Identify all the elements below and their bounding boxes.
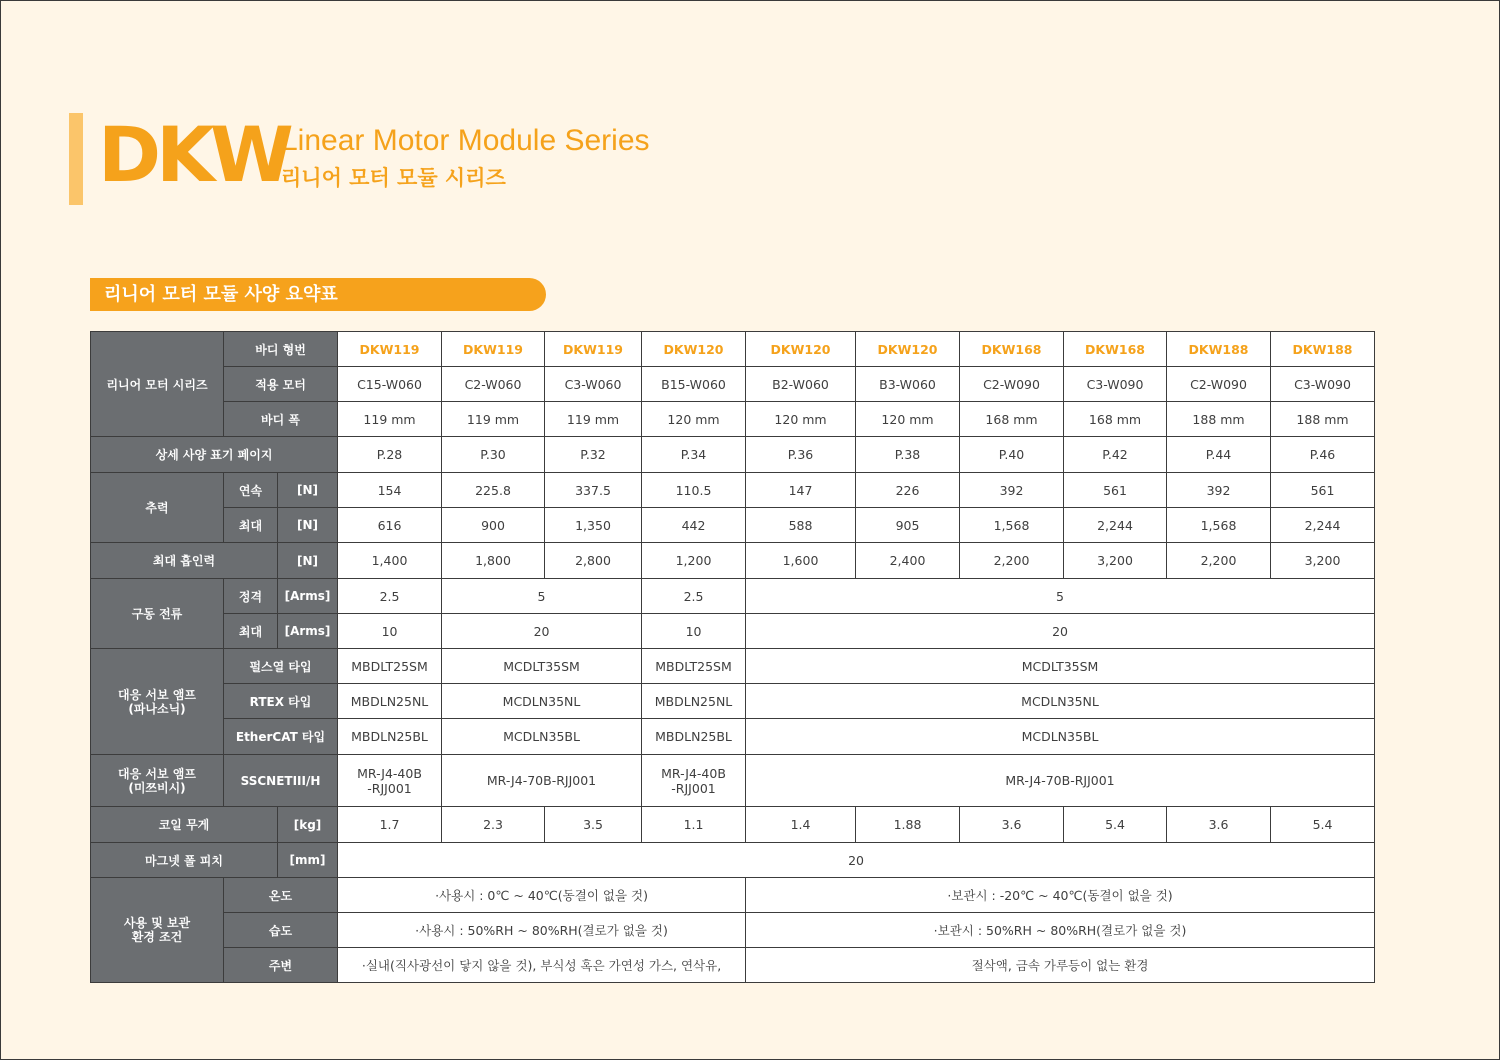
row-label-rtex: RTEX 타입 [224, 684, 338, 719]
body-number-cell: DKW119 [442, 332, 545, 367]
pulse-cell: MCDLT35SM [746, 649, 1375, 684]
page-cell: P.38 [856, 437, 960, 473]
table-row-mitsubishi [91, 755, 1375, 807]
thrust-cont-cell: 337.5 [545, 473, 642, 508]
coil-cell: 3.6 [1167, 807, 1271, 843]
table-row-current-max [91, 614, 1375, 649]
table-row-thrust-continuous [91, 473, 1375, 508]
attraction-cell: 3,200 [1271, 543, 1375, 579]
thrust-cont-cell: 561 [1064, 473, 1167, 508]
table-row-width [91, 402, 1375, 437]
thrust-cont-cell: 154 [338, 473, 442, 508]
table-row-attraction [91, 543, 1375, 579]
attraction-cell: 2,800 [545, 543, 642, 579]
unit-label: [N] [278, 473, 338, 508]
thrust-max-cell: 2,244 [1271, 508, 1375, 543]
motor-cell: C3-W090 [1271, 367, 1375, 402]
table-row-coil-weight [91, 807, 1375, 843]
width-cell: 119 mm [338, 402, 442, 437]
ethercat-cell: MCDLN35BL [442, 719, 642, 755]
unit-label: [N] [278, 508, 338, 543]
subtitle-korean: 리니어 모터 모듈 시리즈 [281, 166, 506, 190]
panasonic-label-line2: (파나소닉) [128, 701, 186, 716]
row-label-motor: 적용 모터 [224, 367, 338, 402]
coil-cell: 1.88 [856, 807, 960, 843]
row-label-pulse: 펄스열 타입 [224, 649, 338, 684]
attraction-cell: 1,600 [746, 543, 856, 579]
width-cell: 120 mm [642, 402, 746, 437]
ethercat-cell: MCDLN35BL [746, 719, 1375, 755]
attraction-cell: 1,200 [642, 543, 746, 579]
page-cell: P.42 [1064, 437, 1167, 473]
row-label-sscnet: SSCNETIII/H [224, 755, 338, 807]
motor-cell: C2-W090 [1167, 367, 1271, 402]
table-row-pole-pitch [91, 843, 1375, 878]
group-environment-label [91, 878, 224, 983]
body-number-cell: DKW120 [746, 332, 856, 367]
coil-cell: 5.4 [1271, 807, 1375, 843]
ambient-cell-part2: 절삭액, 금속 가루등이 없는 환경 [746, 948, 1375, 983]
width-cell: 119 mm [442, 402, 545, 437]
current-rated-cell: 5 [746, 579, 1375, 614]
current-max-cell: 10 [642, 614, 746, 649]
table-row-body-number [91, 332, 1375, 367]
motor-cell: B15-W060 [642, 367, 746, 402]
table-row-thrust-max [91, 508, 1375, 543]
row-label-ambient: 주변 [224, 948, 338, 983]
width-cell: 168 mm [960, 402, 1064, 437]
pulse-cell: MBDLT25SM [642, 649, 746, 684]
thrust-cont-cell: 110.5 [642, 473, 746, 508]
mitsubishi-cell-line2: -RJJ001 [367, 780, 412, 796]
group-mitsubishi-label [91, 755, 224, 807]
current-rated-cell: 2.5 [338, 579, 442, 614]
coil-cell: 3.5 [545, 807, 642, 843]
thrust-max-cell: 1,568 [1167, 508, 1271, 543]
mitsubishi-cell-line1: MR-J4-40B [661, 765, 726, 781]
brand-title: DKW [98, 110, 289, 199]
body-number-cell: DKW119 [338, 332, 442, 367]
pulse-cell: MBDLT25SM [338, 649, 442, 684]
coil-cell: 2.3 [442, 807, 545, 843]
current-rated-cell: 5 [442, 579, 642, 614]
coil-cell: 3.6 [960, 807, 1064, 843]
width-cell: 188 mm [1167, 402, 1271, 437]
mitsubishi-cell-line1: MR-J4-40B [357, 765, 422, 781]
max-label: 최대 [224, 508, 278, 543]
unit-label: [kg] [278, 807, 338, 843]
temperature-storage-cell: ·보관시 : -20℃ ~ 40℃(동결이 없을 것) [746, 878, 1375, 913]
environment-label-line2: 환경 조건 [131, 930, 183, 944]
rtex-cell: MCDLN35NL [442, 684, 642, 719]
mitsubishi-cell [642, 755, 746, 807]
motor-cell: C2-W060 [442, 367, 545, 402]
temperature-use-cell: ·사용시 : 0℃ ~ 40℃(동결이 없을 것) [338, 878, 746, 913]
page-cell: P.46 [1271, 437, 1375, 473]
table-row-humidity [91, 913, 1375, 948]
thrust-max-cell: 905 [856, 508, 960, 543]
body-number-cell: DKW120 [856, 332, 960, 367]
humidity-storage-cell: ·보관시 : 50%RH ~ 80%RH(결로가 없을 것) [746, 913, 1375, 948]
rtex-cell: MCDLN35NL [746, 684, 1375, 719]
unit-label: [Arms] [278, 579, 338, 614]
thrust-max-cell: 1,568 [960, 508, 1064, 543]
current-max-cell: 20 [442, 614, 642, 649]
rtex-cell: MBDLN25NL [642, 684, 746, 719]
thrust-max-cell: 2,244 [1064, 508, 1167, 543]
page-cell: P.36 [746, 437, 856, 473]
humidity-use-cell: ·사용시 : 50%RH ~ 80%RH(결로가 없을 것) [338, 913, 746, 948]
table-row-motor [91, 367, 1375, 402]
body-number-cell: DKW188 [1271, 332, 1375, 367]
row-label-coil-weight: 코일 무게 [91, 807, 278, 843]
attraction-cell: 2,200 [1167, 543, 1271, 579]
thrust-cont-cell: 392 [1167, 473, 1271, 508]
thrust-max-cell: 900 [442, 508, 545, 543]
continuous-label: 연속 [224, 473, 278, 508]
body-number-cell: DKW119 [545, 332, 642, 367]
group-series-label: 리니어 모터 시리즈 [91, 332, 224, 437]
group-thrust-label: 추력 [91, 473, 224, 543]
width-cell: 120 mm [746, 402, 856, 437]
table-row-ethercat [91, 719, 1375, 755]
width-cell: 168 mm [1064, 402, 1167, 437]
ambient-cell-part1: ·실내(직사광선이 닿지 않을 것), 부식성 혹은 가연성 가스, 연삭유, [338, 948, 746, 983]
page-cell: P.34 [642, 437, 746, 473]
current-rated-cell: 2.5 [642, 579, 746, 614]
panasonic-label-line1: 대응 서보 앰프 [118, 687, 196, 702]
page-cell: P.30 [442, 437, 545, 473]
coil-cell: 1.1 [642, 807, 746, 843]
motor-cell: C15-W060 [338, 367, 442, 402]
motor-cell: B2-W060 [746, 367, 856, 402]
attraction-cell: 1,800 [442, 543, 545, 579]
thrust-max-cell: 616 [338, 508, 442, 543]
thrust-max-cell: 1,350 [545, 508, 642, 543]
row-label-page: 상세 사양 표기 페이지 [91, 437, 338, 473]
page-cell: P.40 [960, 437, 1064, 473]
section-tag [90, 278, 546, 311]
unit-label: [mm] [278, 843, 338, 878]
table-row-current-rated [91, 579, 1375, 614]
mitsubishi-cell [338, 755, 442, 807]
mitsubishi-label-line1: 대응 서보 앰프 [118, 766, 196, 781]
row-label-body-number: 바디 형번 [224, 332, 338, 367]
group-current-label: 구동 전류 [91, 579, 224, 649]
width-cell: 119 mm [545, 402, 642, 437]
body-number-cell: DKW168 [960, 332, 1064, 367]
row-label-attraction: 최대 흡인력 [91, 543, 278, 579]
mitsubishi-cell: MR-J4-70B-RJJ001 [442, 755, 642, 807]
max-label: 최대 [224, 614, 278, 649]
section-title: 리니어 모터 모듈 사양 요약표 [104, 284, 338, 305]
title-accent-bar [69, 113, 83, 205]
table-row-temperature [91, 878, 1375, 913]
table-row-page [91, 437, 1375, 473]
pole-pitch-cell: 20 [338, 843, 1375, 878]
attraction-cell: 1,400 [338, 543, 442, 579]
current-max-cell: 20 [746, 614, 1375, 649]
motor-cell: C3-W060 [545, 367, 642, 402]
rtex-cell: MBDLN25NL [338, 684, 442, 719]
table-row-rtex [91, 684, 1375, 719]
attraction-cell: 2,400 [856, 543, 960, 579]
rated-label: 정격 [224, 579, 278, 614]
pulse-cell: MCDLT35SM [442, 649, 642, 684]
width-cell: 188 mm [1271, 402, 1375, 437]
body-number-cell: DKW120 [642, 332, 746, 367]
mitsubishi-cell-line2: -RJJ001 [671, 780, 716, 796]
motor-cell: B3-W060 [856, 367, 960, 402]
subtitle-english: Linear Motor Module Series [281, 124, 650, 157]
group-panasonic-label [91, 649, 224, 755]
attraction-cell: 2,200 [960, 543, 1064, 579]
table-row-pulse [91, 649, 1375, 684]
mitsubishi-cell: MR-J4-70B-RJJ001 [746, 755, 1375, 807]
unit-label: [Arms] [278, 614, 338, 649]
page-cell: P.28 [338, 437, 442, 473]
attraction-cell: 3,200 [1064, 543, 1167, 579]
page-cell: P.32 [545, 437, 642, 473]
table-row-ambient [91, 948, 1375, 983]
width-cell: 120 mm [856, 402, 960, 437]
mitsubishi-label-line2: (미쯔비시) [128, 780, 186, 795]
ethercat-cell: MBDLN25BL [338, 719, 442, 755]
thrust-cont-cell: 226 [856, 473, 960, 508]
thrust-max-cell: 442 [642, 508, 746, 543]
unit-label: [N] [278, 543, 338, 579]
body-number-cell: DKW168 [1064, 332, 1167, 367]
thrust-cont-cell: 392 [960, 473, 1064, 508]
motor-cell: C3-W090 [1064, 367, 1167, 402]
coil-cell: 5.4 [1064, 807, 1167, 843]
page-cell: P.44 [1167, 437, 1271, 473]
thrust-cont-cell: 561 [1271, 473, 1375, 508]
row-label-humidity: 습도 [224, 913, 338, 948]
spec-table [90, 331, 1375, 983]
thrust-cont-cell: 147 [746, 473, 856, 508]
coil-cell: 1.7 [338, 807, 442, 843]
row-label-ethercat: EtherCAT 타입 [224, 719, 338, 755]
thrust-max-cell: 588 [746, 508, 856, 543]
coil-cell: 1.4 [746, 807, 856, 843]
body-number-cell: DKW188 [1167, 332, 1271, 367]
motor-cell: C2-W090 [960, 367, 1064, 402]
row-label-pole-pitch: 마그넷 폴 피치 [91, 843, 278, 878]
row-label-temperature: 온도 [224, 878, 338, 913]
ethercat-cell: MBDLN25BL [642, 719, 746, 755]
thrust-cont-cell: 225.8 [442, 473, 545, 508]
row-label-width: 바디 폭 [224, 402, 338, 437]
current-max-cell: 10 [338, 614, 442, 649]
environment-label-line1: 사용 및 보관 [123, 916, 191, 930]
